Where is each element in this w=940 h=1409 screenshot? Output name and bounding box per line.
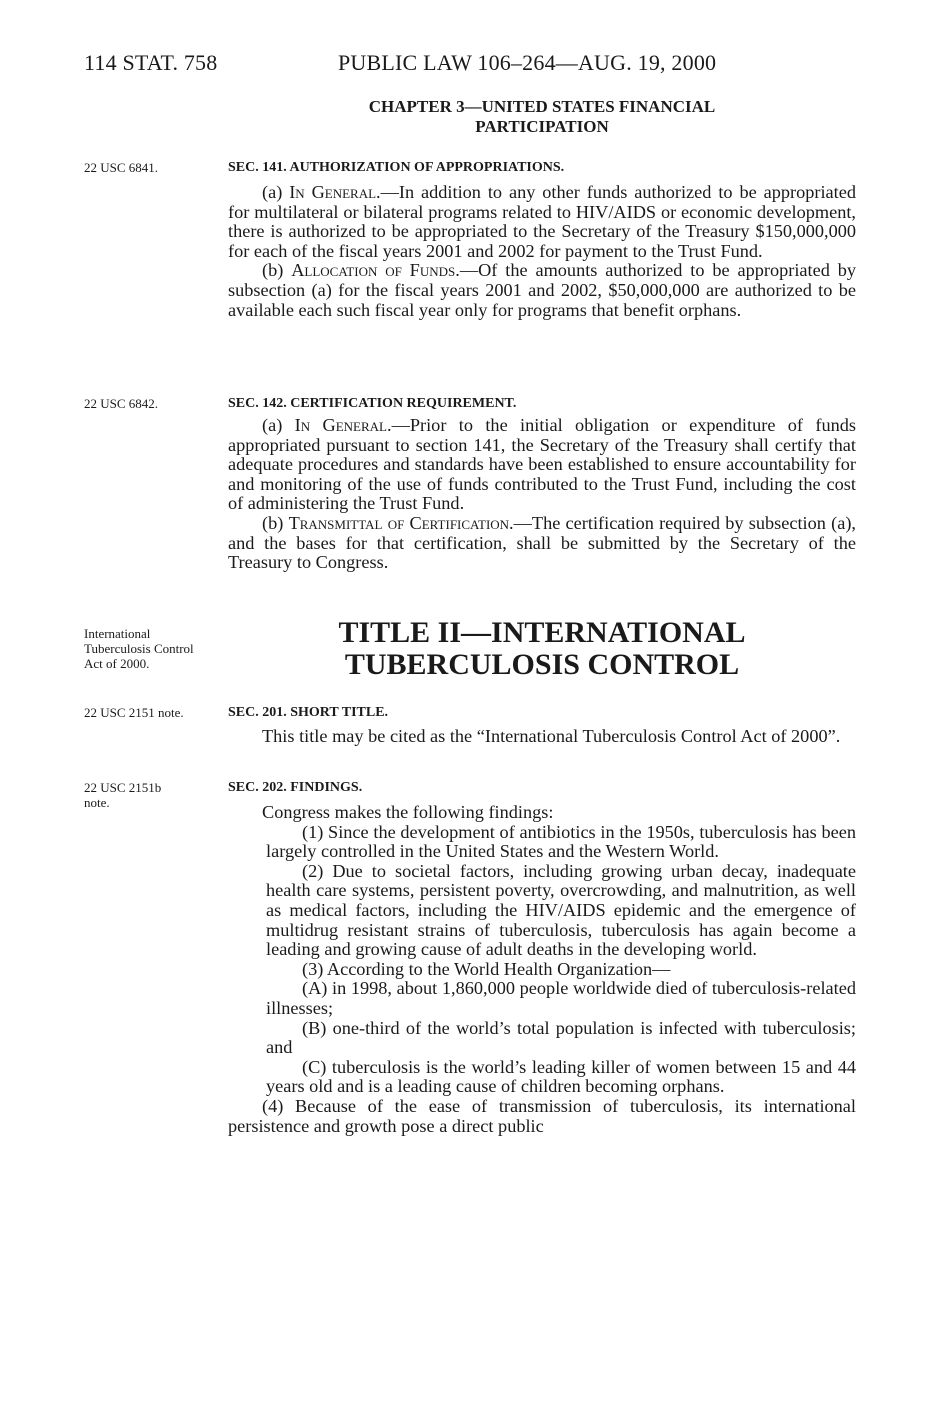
margin-note-title2: International Tuberculosis Control Act of 2000. xyxy=(84,626,194,671)
sec142-subsection-b xyxy=(228,514,856,573)
sec142-body xyxy=(228,416,856,573)
sec141-a-caption: In General. xyxy=(289,182,381,202)
sec142-subsection-a xyxy=(228,416,856,514)
running-header: PUBLIC LAW 106–264—AUG. 19, 2000 xyxy=(338,50,717,75)
finding-3c: (C) tuberculosis is the world’s leading killer of women between 15 and 44 years old and is a leading cause of children becoming orphans. xyxy=(266,1056,856,1097)
sec142-a-label: (a) xyxy=(262,415,283,435)
margin-note-sec201: 22 USC 2151 note. xyxy=(84,705,184,720)
sec142-heading: SEC. 142. CERTIFICATION REQUIREMENT. xyxy=(228,396,517,411)
title-heading-line1: TITLE II—INTERNATIONAL xyxy=(338,616,746,649)
title-heading-line2: TUBERCULOSIS CONTROL xyxy=(344,648,740,681)
chapter-heading-line2: PARTICIPATION xyxy=(475,117,609,136)
sec142-b-caption: Transmittal of Certification. xyxy=(288,512,514,533)
sec202-heading: SEC. 202. FINDINGS. xyxy=(228,780,363,795)
sec141-b-label: (b) xyxy=(262,260,284,281)
sec201-body xyxy=(228,727,856,747)
sec142-a-text: —Prior to the initial obligation or expenditure of funds appropriated pursuant to section 141, the Secretary of the Treasury shall certify that adequate procedures and standards have been established to ensure accountability for and monitoring of the use of funds contributed to the Trust Fund, including the cost of administering the Trust Fund. xyxy=(228,415,857,514)
sec141-a-text: —In addition to any other funds authorized to be appropriated for multilateral or bilateral programs related to HIV/AIDS or economic development, there is authorized to be appropriated to the Secretary of the Treasury $150,000,000 for each of the fiscal years 2001 and 2002 for payment to the Trust Fund. xyxy=(228,182,856,261)
sec201-text: This title may be cited as the “International Tuberculosis Control Act of 2000”. xyxy=(262,726,841,746)
sec202-intro: Congress makes the following findings: xyxy=(262,802,554,822)
sec202-body xyxy=(228,803,856,1136)
sec141-b-caption: Allocation of Funds. xyxy=(291,260,460,281)
sec142-a-caption: In General. xyxy=(294,415,392,435)
chapter-heading-line1: CHAPTER 3—UNITED STATES FINANCIAL xyxy=(368,97,716,116)
finding-4: (4) Because of the ease of transmission of tuberculosis, its international persistence and growth pose a direct public xyxy=(228,1095,856,1136)
finding-2: (2) Due to societal factors, including growing urban decay, inadequate health care systems, persistent poverty, overcrowding, and malnutrition, as well as medical factors, including the HIV/AIDS epidemic and the emergence of multidrug resistant strains of tuberculosis, tuberculosis has again become a leading and growing cause of adult deaths in the developing world. xyxy=(266,860,856,960)
sec141-a-label: (a) xyxy=(262,182,283,202)
sec141-subsection-b xyxy=(228,261,856,320)
sec142-b-label: (b) xyxy=(262,512,284,533)
margin-note-sec202: 22 USC 2151b note. xyxy=(84,780,162,810)
sec141-subsection-a xyxy=(228,183,856,261)
finding-3a: (A) in 1998, about 1,860,000 people worldwide died of tuberculosis-related illnesses; xyxy=(266,978,856,1018)
chapter-heading xyxy=(228,97,856,137)
finding-3b: (B) one-third of the world’s total population is infected with tuberculosis; and xyxy=(266,1017,856,1058)
sec142-b-text: —The certification required by subsection (a), and the bases for that certification, shall be submitted by the Secretary of the Treasury to Congress. xyxy=(228,512,856,573)
page-stat-citation: 114 STAT. 758 xyxy=(84,50,218,75)
finding-1: (1) Since the development of antibiotics in the 1950s, tuberculosis has been largely controlled in the United States and the Western World. xyxy=(266,821,856,862)
sec141-b-text: —Of the amounts authorized to be appropriated by subsection (a) for the fiscal years 2001 and 2002, $50,000,000 are authorized to be available each such fiscal year only for programs that benefit orphans. xyxy=(228,260,857,320)
margin-note-sec142: 22 USC 6842. xyxy=(84,396,159,411)
title-heading xyxy=(228,617,856,681)
sec201-heading: SEC. 201. SHORT TITLE. xyxy=(228,705,389,720)
sec141-body xyxy=(228,183,856,320)
margin-note-sec141: 22 USC 6841. xyxy=(84,160,159,175)
finding-3: (3) According to the World Health Organization— xyxy=(302,958,671,979)
sec141-heading: SEC. 141. AUTHORIZATION OF APPROPRIATIONS. xyxy=(228,160,565,175)
